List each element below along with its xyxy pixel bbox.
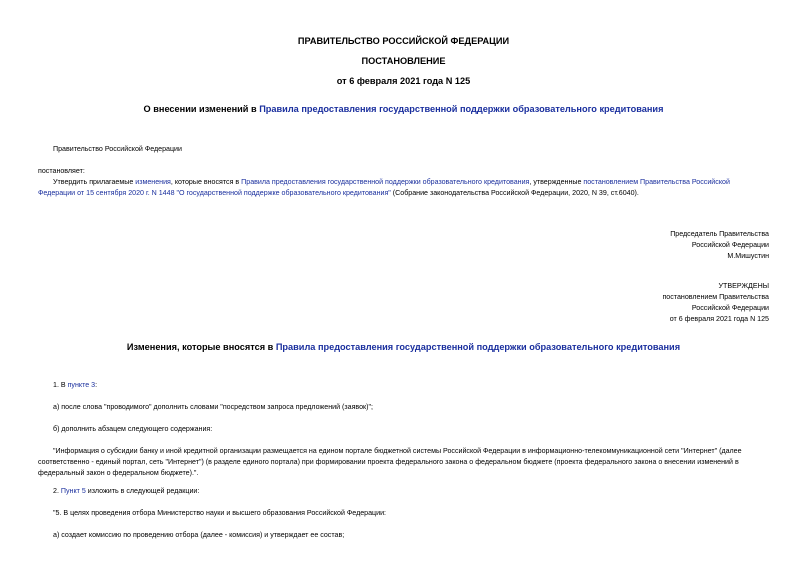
item-1a: а) после слова "проводимого" дополнить словами "посредством запроса предложений (заявок)"; [53,403,373,411]
approved-label: УТВЕРЖДЕНЫ [718,282,769,290]
signature-country: Российской Федерации [691,241,769,249]
changes-link[interactable]: изменения [135,178,171,186]
approve-paragraph-line-1 [53,177,730,188]
quote-line-1: "Информация о субсидии банку и иной кредитной организации размещается на едином портале бюджетной системы Российской Федерации в информационно-телекоммуникационной сети "Интернет" (далее [53,447,742,455]
item-1-suffix: : [95,381,98,389]
item-2-prefix: 2. [53,487,61,495]
item-1-prefix: 1. В [53,381,68,389]
rules-link-inline[interactable]: Правила предоставления государственной поддержки образовательного кредитования [241,178,530,186]
changes-rules-link[interactable]: Правила предоставления государственной поддержки образовательного кредитования [275,342,681,352]
quote-line-2: соответственно - единый портал, сеть "Интернет") (в разделе единого портала) при формировании проекта федерального закона о федеральном бюджете (проекта федерального закона о внесении изменений в [38,458,739,466]
item-2-suffix: изложить в следующей редакции: [85,487,200,495]
item-2-quote: "5. В целях проведения отбора Министерство науки и высшего образования Российской Федерации: [53,509,387,517]
approved-date: от 6 февраля 2021 года N 125 [669,315,769,323]
approve-source-text: (Собрание законодательства Российской Федерации, 2020, N 39, ст.6040). [390,189,639,197]
government-name: Правительство Российской Федерации [53,145,182,153]
decrees-word: постановляет: [38,167,85,175]
approve-paragraph-line-2 [38,188,639,199]
approved-by: постановлением Правительства [662,293,769,301]
changes-title [0,342,807,352]
clause-3-link[interactable]: пункте 3 [67,381,96,389]
approved-country: Российской Федерации [691,304,769,312]
document-title [0,104,807,114]
changes-title-prefix: Изменения, которые вносятся в [126,342,276,352]
rules-link[interactable]: Правила предоставления государственной поддержки образовательного кредитования [259,104,664,114]
doc-date-number: от 6 февраля 2021 года N 125 [336,76,471,86]
document-title-prefix: О внесении изменений в [143,104,260,114]
item-1 [53,380,97,391]
decree-1448-link-cont[interactable]: Федерации от 15 сентября 2020 г. N 1448 "О государственной поддержке образовательного кредитования" [38,189,391,197]
government-heading: ПРАВИТЕЛЬСТВО РОССИЙСКОЙ ФЕДЕРАЦИИ [297,36,510,46]
signature-title: Председатель Правительства [670,230,769,238]
item-2 [53,486,199,497]
item-2a: а) создает комиссию по проведению отбора (далее - комиссия) и утверждает ее состав; [53,531,345,539]
signature-name: М.Мишустин [727,252,769,260]
approve-text: , которые вносятся в [170,178,242,186]
clause-5-link[interactable]: Пункт 5 [60,487,86,495]
quote-line-3: федеральный закон о федеральном бюджете).". [38,469,199,477]
decree-1448-link[interactable]: постановлением Правительства Российской [583,178,730,186]
item-1b: б) дополнить абзацем следующего содержания: [53,425,213,433]
doc-type-heading: ПОСТАНОВЛЕНИЕ [361,56,446,66]
approve-text: Утвердить прилагаемые [53,178,136,186]
approve-text: , утвержденные [529,178,584,186]
